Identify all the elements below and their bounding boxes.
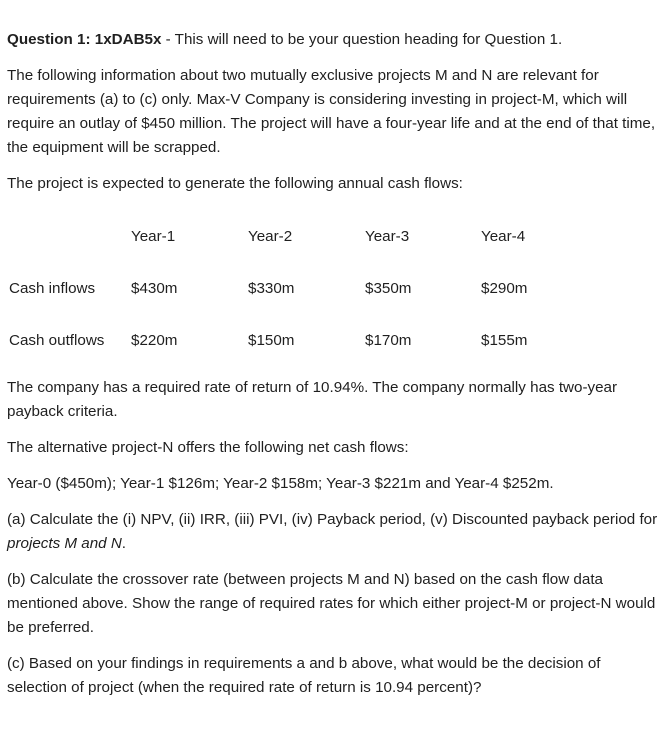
alt-project-paragraph: The alternative project-N offers the following net cash flows: [7,439,409,456]
table-cell: $170m [365,331,412,349]
table-header-cell: Year-4 [481,227,526,245]
table-cell: $430m [131,279,178,297]
question-heading-rest: - This will need to be your question heading for Question 1. [161,31,563,48]
question-heading [7,28,659,52]
requirement-a-end: . [121,535,127,552]
table-header-row [0,210,601,262]
table-header-cell [0,210,131,262]
table-header-cell: Year-3 [365,227,410,245]
requirement-b: (b) Calculate the crossover rate (between projects M and N) based on the cash flow data mentioned above. Show the range of required rates for which either project-M or project-N would be preferred. [7,571,656,636]
table-cell: $220m [131,331,178,349]
table-cell: $330m [248,279,295,297]
table-header-cell: Year-1 [131,227,176,245]
table-header-cell: Year-2 [248,227,293,245]
table-cell: $150m [248,331,295,349]
cash-flow-intro: The project is expected to generate the following annual cash flows: [7,175,463,192]
requirement-a-text: (a) Calculate the (i) NPV, (ii) IRR, (iii) PVI, (iv) Payback period, (v) Discounted payback period for [7,511,658,528]
cash-flow-table [0,210,601,366]
requirement-a [7,508,659,556]
question-heading-bold: Question 1: 1xDAB5x [7,31,162,48]
row-label: Cash inflows [9,279,96,297]
required-rate-paragraph: The company has a required rate of return of 10.94%. The company normally has two-year payback criteria. [7,379,618,420]
table-row [0,314,601,366]
intro-paragraph: The following information about two mutually exclusive projects M and N are relevant for requirements (a) to (c) only. Max-V Company is considering investing in project-M, which will require an outlay of $450 million. The project will have a four-year life and at the end of that time, the equipment will be scrapped. [7,67,656,156]
table-row [0,262,601,314]
table-cell: $155m [481,331,528,349]
row-label: Cash outflows [9,331,105,349]
table-cell: $350m [365,279,412,297]
requirement-a-italic: projects M and N [7,535,122,552]
alt-flows-paragraph: Year-0 ($450m); Year-1 $126m; Year-2 $158m; Year-3 $221m and Year-4 $252m. [7,475,554,492]
requirement-c: (c) Based on your findings in requirements a and b above, what would be the decision of selection of project (when the required rate of return is 10.94 percent)? [7,655,601,696]
table-cell: $290m [481,279,528,297]
